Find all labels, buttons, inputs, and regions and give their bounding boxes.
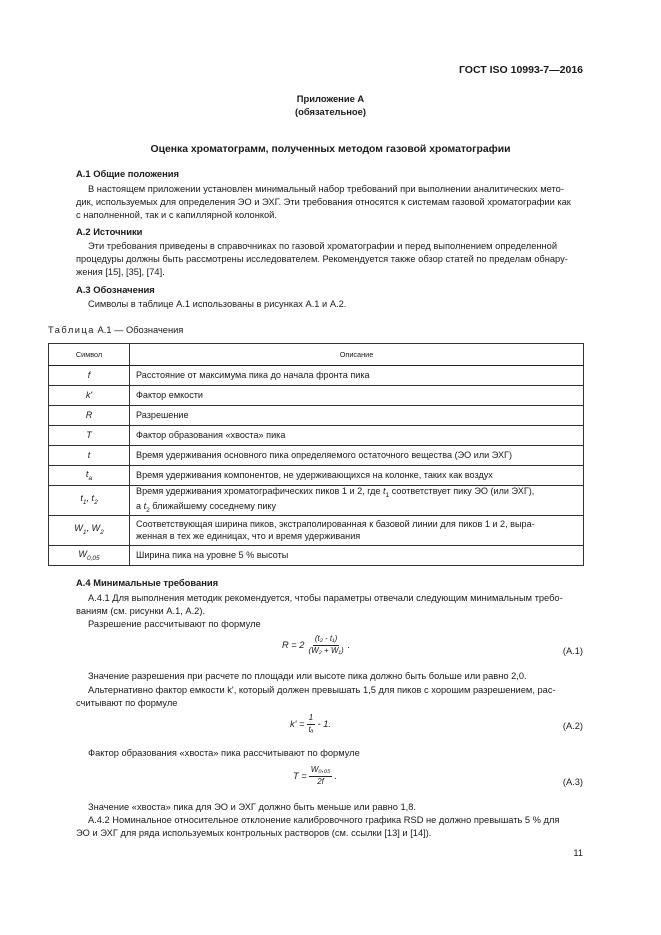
description-cell: Время удерживания основного пика определяемого остаточного вещества (ЭО или ЭХГ) <box>130 446 584 466</box>
table-header-row <box>49 344 584 366</box>
section-a4-p7: А.4.2 Номинальное относительное отклонение калибровочного графика RSD не должно превышать 5 % для ЭО и ЭХГ для ряда используемых контрольных растворов (см. ссылки [13] и [14]). <box>76 815 560 838</box>
section-a4-p2: Разрешение рассчитывают по формуле <box>88 619 261 629</box>
text-line: Эти требования приведены в справочниках по газовой хроматографии и перед выполнением определенной <box>88 241 558 251</box>
table-caption: Таблица А.1 — Обозначения <box>48 325 184 335</box>
section-a3-text: Символы в таблице А.1 использованы в рисунках А.1 и А.2. <box>88 299 347 309</box>
symbol-cell: $t_1$, $t_2$ <box>49 486 130 516</box>
section-a1-text <box>76 183 584 221</box>
section-a4-p5: Фактор образования «хвоста» пика рассчитывают по формуле <box>88 748 360 758</box>
annex-status: (обязательное) <box>295 106 366 117</box>
equation-a3: T = $\frac{\text{W₀,₀₅}}{2f}$ . <box>293 765 338 786</box>
description-cell: Фактор емкости <box>130 386 584 406</box>
symbol-cell: f <box>49 366 130 386</box>
symbol-cell: t <box>49 446 130 466</box>
column-header-description: Описание <box>130 344 584 366</box>
table-row <box>49 516 584 546</box>
section-a4-p3: Значение разрешения при расчете по площади или высоте пика должно быть больше или равно 2,0. <box>88 671 527 681</box>
standard-designation: ГОСТ ISO 10993-7—2016 <box>458 64 583 76</box>
section-a2-text <box>76 240 584 278</box>
table-row <box>49 466 584 486</box>
text-line: процедуры должны быть рассмотрены исследователем. Рекомендуется также обзор статей по пределам обнару- <box>76 253 568 264</box>
symbol-cell: R <box>49 406 130 426</box>
description-cell: Ширина пика на уровне 5 % высоты <box>130 546 584 566</box>
section-a4-p6: Значение «хвоста» пика для ЭО и ЭХГ должно быть меньше или равно 1,8. <box>88 802 416 812</box>
symbol-cell: T <box>49 426 130 446</box>
column-header-symbol: Символ <box>49 344 130 366</box>
description-cell: Фактор образования «хвоста» пика <box>130 426 584 446</box>
table-row <box>49 446 584 466</box>
equation-a1: R = 2 $\frac{\text{(t₂ - t₁)}}{\text{(W₂ + W₁)}}$ . <box>282 634 351 655</box>
section-a2-heading: А.2 Источники <box>76 226 143 237</box>
symbols-table <box>48 343 584 566</box>
symbol-cell: $W_1$, $W_2$ <box>49 516 130 546</box>
section-a4-p4: Альтернативно фактор емкости k', который должен превышать 1,5 для пиков с хорошим разрешением, рас- считывают по формуле <box>76 685 556 708</box>
description-cell: Разрешение <box>130 406 584 426</box>
description-cell: Соответствующая ширина пиков, экстраполированная к базовой линии для пиков 1 и 2, выра- женная в тех же единицах, что и время удерживания <box>130 516 584 546</box>
equation-a2: k' = $\frac{1}{\text{tₐ}}$ - 1. <box>290 713 331 734</box>
table-row <box>49 426 584 446</box>
section-a1-heading: А.1 Общие положения <box>76 168 179 179</box>
equation-number: (А.3) <box>562 777 583 787</box>
text-line: дик, используемых для определения ЭО и ЭХГ. Эти требования относятся к системам газовой хроматографии как <box>76 196 571 207</box>
table-row <box>49 486 584 516</box>
section-a4-p1: А.4.1 Для выполнения методик рекомендуется, чтобы параметры отвечали следующим минимальным требо- ваниям (см. рисунки А.1, А.2). <box>76 593 563 616</box>
section-a3-heading: А.3 Обозначения <box>76 284 155 295</box>
table-row <box>49 546 584 566</box>
table-row <box>49 386 584 406</box>
table-row <box>49 366 584 386</box>
description-cell: Расстояние от максимума пика до начала фронта пика <box>130 366 584 386</box>
symbol-cell: $W_{0,05}$ <box>49 546 130 566</box>
text-line: жения [15], [35], [74]. <box>76 266 165 277</box>
description-cell: Время удерживания хроматографических пиков 1 и 2, где $t_1$ соответствует пику ЭО (или ЭХГ), а $t_2$ ближайшему соседнему пику <box>130 486 584 516</box>
section-a4-heading: А.4 Минимальные требования <box>76 577 219 588</box>
symbol-cell: $t_a$ <box>49 466 130 486</box>
symbol-cell: k' <box>49 386 130 406</box>
text-line: с наполненной, так и с капиллярной колонкой. <box>76 209 277 220</box>
page-number: 11 <box>573 848 583 858</box>
table-row <box>49 406 584 426</box>
text-line: В настоящем приложении установлен минимальный набор требований при выполнении аналитических мето- <box>88 184 564 194</box>
description-cell: Время удерживания компонентов, не удерживающихся на колонке, таких как воздух <box>130 466 584 486</box>
equation-number: (А.2) <box>562 721 583 731</box>
equation-number: (А.1) <box>562 646 583 656</box>
annex-title: Приложение А <box>296 93 365 104</box>
document-title: Оценка хроматограмм, полученных методом газовой хроматографии <box>150 144 511 155</box>
